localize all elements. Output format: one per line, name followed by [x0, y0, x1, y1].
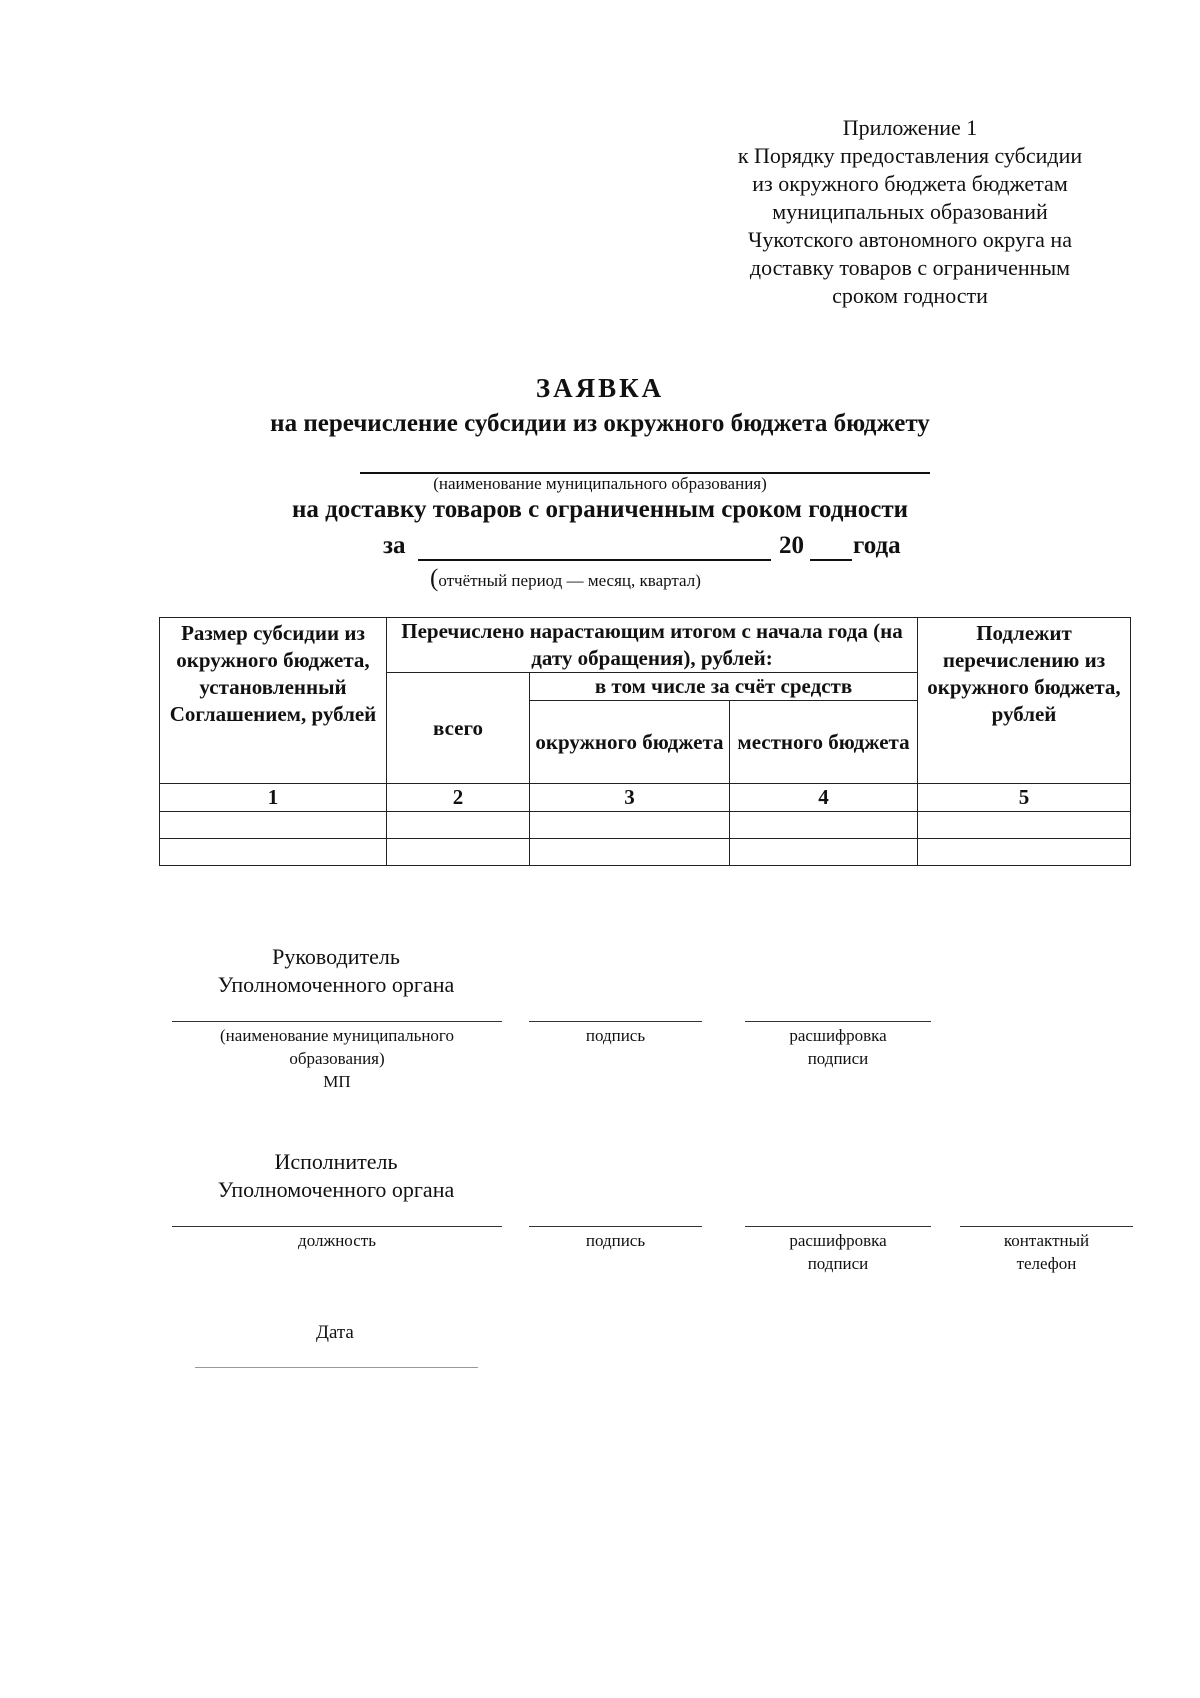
executor-sign-line[interactable]	[529, 1226, 702, 1227]
head-decode-caption: расшифровка подписи	[789, 1026, 887, 1068]
head-sign-line[interactable]	[529, 1021, 702, 1022]
year-blank[interactable]	[810, 559, 852, 561]
title-subline-1: на перечисление субсидии из окружного бюджета бюджету	[270, 410, 930, 437]
table-cell[interactable]	[530, 812, 730, 839]
executor-position-caption: должность	[298, 1231, 376, 1250]
table-cell[interactable]	[918, 839, 1131, 866]
head-org-caption	[172, 1024, 502, 1093]
table-cell[interactable]	[387, 839, 530, 866]
header-local-budget: местного бюджета	[730, 701, 918, 784]
executor-decode-line[interactable]	[745, 1226, 931, 1227]
table-cell[interactable]	[160, 839, 387, 866]
appendix-line: из окружного бюджета бюджетам	[752, 171, 1068, 196]
date-line[interactable]	[195, 1367, 478, 1368]
executor-title-line: Уполномоченного органа	[217, 1177, 455, 1202]
column-number: 2	[387, 784, 530, 812]
executor-decode-caption: расшифровка подписи	[789, 1231, 887, 1273]
title-subline-2: на доставку товаров с ограниченным сроком годности	[291, 496, 909, 523]
year-suffix: года	[853, 532, 901, 559]
executor-position-line[interactable]	[172, 1226, 502, 1227]
head-title-line: Уполномоченного органа	[217, 972, 455, 997]
period-prefix: за	[383, 532, 406, 559]
period-hint-text: отчётный период — месяц, квартал)	[438, 571, 701, 590]
column-number: 5	[918, 784, 1131, 812]
period-hint-paren: (	[430, 565, 439, 592]
document-title: ЗАЯВКА	[535, 373, 665, 403]
executor-title-line: Исполнитель	[274, 1149, 398, 1174]
subsidy-table	[159, 617, 1131, 866]
date-label: Дата	[316, 1322, 354, 1343]
header-transferred-group: Перечислено нарастающим итогом с начала года (на дату обращения), рублей:	[387, 618, 918, 673]
table-cell[interactable]	[918, 812, 1131, 839]
appendix-line: доставку товаров с ограниченным	[749, 255, 1071, 280]
municipality-hint: (наименование муниципального образования)	[433, 474, 767, 493]
header-to-transfer: Подлежит перечислению из окружного бюджета, рублей	[918, 618, 1131, 784]
header-subsidy-amount: Размер субсидии из окружного бюджета, установленный Соглашением, рублей	[160, 618, 387, 784]
year-prefix: 20	[779, 532, 804, 559]
appendix-line: Чукотского автономного округа на	[748, 227, 1072, 252]
appendix-line: к Порядку предоставления субсидии	[737, 143, 1083, 168]
head-sign-caption: подпись	[585, 1026, 646, 1045]
appendix-line: муниципальных образований	[772, 199, 1048, 224]
column-number: 4	[730, 784, 918, 812]
column-number: 3	[530, 784, 730, 812]
appendix-line: Приложение 1	[842, 115, 978, 140]
header-okrug-budget: окружного бюджета	[530, 701, 730, 784]
executor-phone-line[interactable]	[960, 1226, 1133, 1227]
header-including: в том числе за счёт средств	[530, 673, 918, 701]
executor-phone-caption: контактный телефон	[1003, 1231, 1090, 1273]
table-cell[interactable]	[730, 812, 918, 839]
table-cell[interactable]	[160, 812, 387, 839]
table-cell[interactable]	[730, 839, 918, 866]
header-total: всего	[387, 673, 530, 784]
column-number: 1	[160, 784, 387, 812]
stamp-place: МП	[323, 1072, 351, 1091]
executor-sign-caption: подпись	[585, 1231, 646, 1250]
caption-text: (наименование муниципального образования)	[220, 1026, 454, 1068]
executor-title	[200, 1148, 472, 1204]
period-blank[interactable]	[418, 559, 771, 561]
table-row	[160, 839, 1131, 866]
table-cell[interactable]	[387, 812, 530, 839]
head-title	[200, 943, 472, 999]
period-hint	[430, 565, 701, 593]
head-title-line: Руководитель	[272, 944, 400, 969]
table-row	[160, 812, 1131, 839]
table-cell[interactable]	[530, 839, 730, 866]
column-numbers-row	[160, 784, 1131, 812]
head-decode-line[interactable]	[745, 1021, 931, 1022]
appendix-line: сроком годности	[832, 283, 988, 308]
appendix-note	[700, 114, 1120, 310]
head-org-line[interactable]	[172, 1021, 502, 1022]
